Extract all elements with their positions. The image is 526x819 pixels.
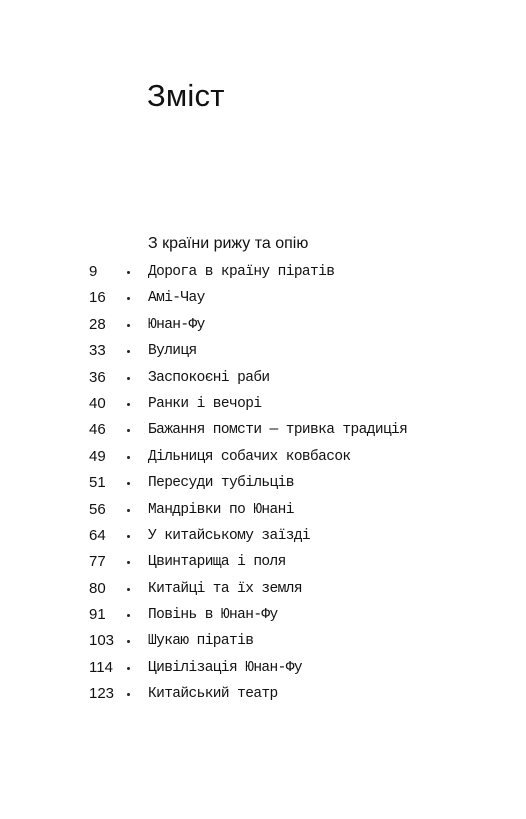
toc-chapter-title: Китайський театр: [148, 686, 278, 703]
toc-entry: [0, 628, 526, 654]
toc-chapter-title: Дільниця собачих ковбасок: [148, 448, 351, 465]
toc-entry: [0, 655, 526, 681]
page-title: Зміст: [147, 78, 225, 113]
toc-entry: [0, 312, 526, 338]
bullet-dot-icon: [127, 377, 130, 380]
toc-page-number: 36: [89, 368, 106, 386]
toc-page-number: 46: [89, 421, 106, 439]
toc-entry: [0, 602, 526, 628]
toc-chapter-title: Юнан-Фу: [148, 316, 205, 333]
toc-entry: [0, 576, 526, 602]
toc-chapter-title: Вулиця: [148, 343, 197, 360]
toc-entry: [0, 497, 526, 523]
toc-page-number: 114: [89, 658, 113, 676]
bullet-dot-icon: [127, 429, 130, 432]
toc-chapter-title: Китайці та їх земля: [148, 580, 302, 597]
toc-chapter-title: Ранки і вечорі: [148, 395, 262, 412]
toc-entry: [0, 549, 526, 575]
bullet-dot-icon: [127, 693, 130, 696]
bullet-dot-icon: [127, 667, 130, 670]
toc-chapter-title: Повінь в Юнан-Фу: [148, 607, 278, 624]
bullet-dot-icon: [127, 350, 130, 353]
toc-page-number: 9: [89, 263, 98, 280]
toc-entry: [0, 470, 526, 496]
toc-entry: [0, 285, 526, 311]
toc-page-number: 80: [89, 579, 106, 597]
toc-page-number: 33: [89, 342, 106, 360]
bullet-dot-icon: [127, 271, 130, 274]
toc-page-number: 40: [89, 394, 106, 412]
toc-chapter-title: Заспокоєні раби: [148, 369, 270, 386]
bullet-dot-icon: [127, 403, 130, 406]
bullet-dot-icon: [127, 588, 130, 591]
table-of-contents: [0, 259, 526, 708]
toc-entry: [0, 681, 526, 707]
bullet-dot-icon: [127, 614, 130, 617]
toc-page-number: 56: [89, 500, 106, 518]
toc-page-number: 103: [89, 632, 115, 650]
toc-chapter-title: У китайському заїзді: [148, 527, 311, 544]
toc-chapter-title: Мандрівки по Юнані: [148, 501, 294, 518]
toc-chapter-title: Амі-Чау: [148, 290, 205, 307]
toc-chapter-title: Цвинтарища і поля: [148, 554, 286, 571]
toc-entry: [0, 338, 526, 364]
bullet-dot-icon: [127, 561, 130, 564]
toc-chapter-title: Шукаю піратів: [148, 633, 254, 650]
toc-entry: [0, 523, 526, 549]
toc-entry: [0, 259, 526, 285]
section-heading: З країни рижу та опію: [148, 235, 309, 252]
toc-chapter-title: Пересуди тубільців: [148, 475, 294, 492]
toc-page-number: 123: [89, 685, 115, 703]
bullet-dot-icon: [127, 535, 130, 538]
toc-page-number: 64: [89, 526, 106, 544]
toc-chapter-title: Бажання помсти — тривка традиція: [148, 422, 408, 439]
toc-chapter-title: Цивілізація Юнан-Фу: [148, 659, 302, 676]
toc-chapter-title: Дорога в країну піратів: [148, 264, 335, 280]
toc-page-number: 51: [89, 474, 106, 492]
toc-page-number: 28: [89, 315, 106, 333]
bullet-dot-icon: [127, 324, 130, 327]
toc-page-number: 16: [89, 289, 106, 307]
toc-page-number: 49: [89, 447, 106, 465]
toc-page-number: 77: [89, 553, 106, 571]
bullet-dot-icon: [127, 509, 130, 512]
toc-entry: [0, 417, 526, 443]
bullet-dot-icon: [127, 640, 130, 643]
bullet-dot-icon: [127, 297, 130, 300]
toc-entry: [0, 391, 526, 417]
toc-page-number: 91: [89, 606, 106, 624]
toc-entry: [0, 365, 526, 391]
bullet-dot-icon: [127, 456, 130, 459]
bullet-dot-icon: [127, 482, 130, 485]
toc-entry: [0, 444, 526, 470]
